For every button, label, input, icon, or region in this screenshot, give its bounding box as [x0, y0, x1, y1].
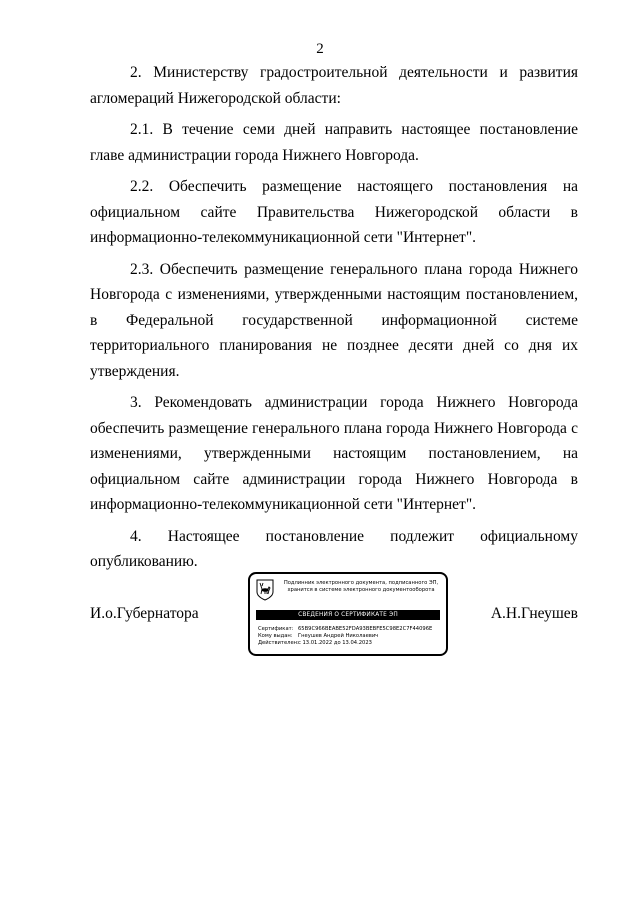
paragraph-4: 4. Настоящее постановление подлежит официальному опубликованию. [90, 527, 578, 570]
certificate-label: Сертификат: [258, 626, 294, 632]
nizhny-novgorod-emblem-icon [256, 579, 274, 601]
stamp-details [258, 626, 444, 647]
certificate-row [258, 626, 444, 633]
paragraph-2: 2. Министерству градостроительной деятельности и развития агломераций Нижегородской области: [90, 64, 578, 107]
issued-to-label: Кому выдан: [258, 633, 293, 639]
electronic-signature-stamp [248, 572, 448, 656]
signatory-name: А.Н.Гнеушев [490, 605, 578, 622]
paragraph-2-3: 2.3. Обеспечить размещение генерального плана города Нижнего Новгорода с изменениями, утвержденными настоящим постановлением, в Федеральной государственной информационной системе территориального планирования не позднее десяти дней со дня их утверждения. [90, 260, 578, 380]
valid-value: с 13.01.2022 до 13.04.2023 [298, 640, 372, 646]
valid-label: Действителен: [258, 640, 299, 646]
stamp-header-line-2: хранится в системе электронного документооборота [287, 587, 435, 593]
valid-row [258, 640, 444, 647]
paragraph-2-1: 2.1. В течение семи дней направить настоящее постановление главе администрации города Нижнего Новгорода. [90, 121, 578, 164]
page-number: 2 [316, 41, 324, 57]
issued-to-row [258, 633, 444, 640]
stamp-header-line-1: Подлинник электронного документа, подписанного ЭП, [283, 580, 439, 586]
stamp-header [278, 580, 444, 594]
document-body [90, 60, 578, 575]
certificate-value: 65B9C966BEABE52FDA93BEBFE5C98E2C7F44096E [298, 626, 433, 632]
paragraph-3: 3. Рекомендовать администрации города Нижнего Новгорода обеспечить размещение генерального плана города Нижнего Новгорода с изменениями, утвержденными настоящим постановлением, на официальном сайте администрации города Нижнего Новгорода в информационно-телекоммуникационной сети "Интернет". [90, 394, 578, 513]
stamp-certificate-title: СВЕДЕНИЯ О СЕРТИФИКАТЕ ЭП [256, 610, 440, 620]
paragraph-2-2: 2.2. Обеспечить размещение настоящего постановления на официальном сайте Правительства Нижегородской области в информационно-телекоммуникационной сети "Интернет". [90, 178, 578, 246]
signatory-position: И.о.Губернатора [90, 605, 199, 622]
issued-to-value: Гнеушев Андрей Николаевич [298, 633, 379, 639]
signature-block [90, 572, 578, 662]
